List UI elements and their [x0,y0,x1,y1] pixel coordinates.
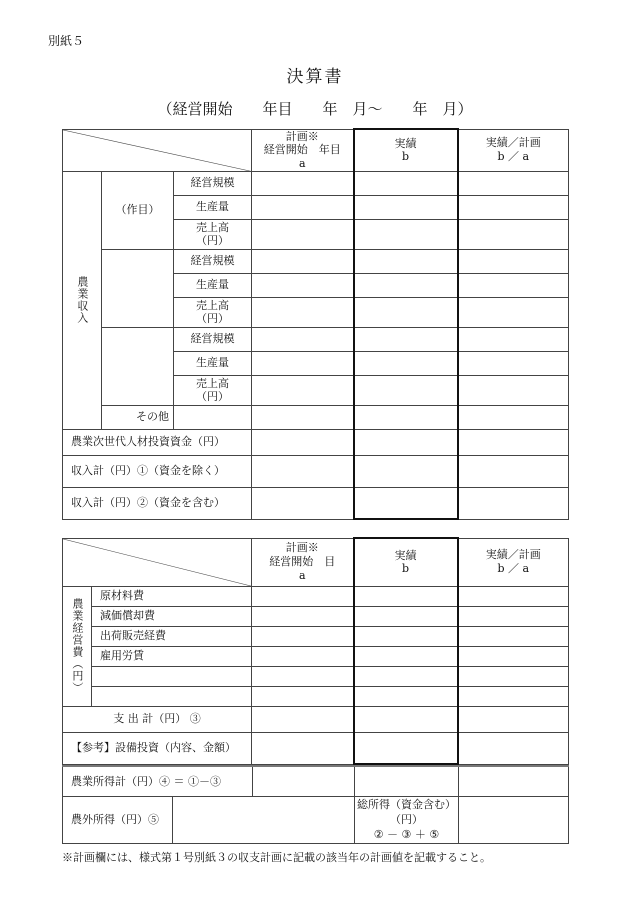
input-cell[interactable] [354,195,458,219]
item-production: 生産量 [174,273,252,297]
capex-label: 【参考】設備投資（内容、金額） [63,732,252,764]
expense-item-blank[interactable] [92,686,252,706]
input-cell[interactable] [458,297,569,327]
income-table [62,128,569,520]
input-cell[interactable] [252,171,354,195]
input-cell[interactable] [354,606,458,626]
item-scale: 経営規模 [174,327,252,351]
summary-table [62,765,569,844]
input-cell[interactable] [458,586,569,606]
header-diagonal-cell [63,538,252,586]
input-cell[interactable] [252,487,354,519]
input-cell[interactable] [458,219,569,249]
input-cell[interactable] [252,351,354,375]
ratio-header: 実績／計画 b ／ a [458,538,569,586]
input-cell[interactable] [354,429,458,455]
income-total-incl-label: 収入計（円）②（資金を含む） [63,487,252,519]
input-cell[interactable] [252,626,354,646]
input-cell[interactable] [252,586,354,606]
income-group-label: 農業収入 [63,171,102,429]
header-diagonal-cell [63,129,252,171]
item-sales: 売上高 （円） [174,297,252,327]
input-cell[interactable] [458,273,569,297]
item-production: 生産量 [174,195,252,219]
input-cell[interactable] [458,249,569,273]
input-cell[interactable] [252,273,354,297]
input-cell[interactable] [354,586,458,606]
input-cell[interactable] [252,686,354,706]
item-scale: 経営規模 [174,171,252,195]
input-cell[interactable] [354,732,458,764]
input-cell[interactable] [354,297,458,327]
input-cell[interactable] [253,766,355,796]
crop-label-blank[interactable] [102,327,174,405]
input-cell[interactable] [354,626,458,646]
input-cell[interactable] [354,273,458,297]
input-cell[interactable] [354,327,458,351]
input-cell[interactable] [252,249,354,273]
actual-header: 実績 b [354,129,458,171]
input-cell[interactable] [252,646,354,666]
input-cell[interactable] [354,706,458,732]
input-cell[interactable] [354,249,458,273]
input-cell[interactable] [354,646,458,666]
item-sales: 売上高 （円） [174,375,252,405]
input-cell[interactable] [354,171,458,195]
item-sales: 売上高 （円） [174,219,252,249]
input-cell[interactable] [458,195,569,219]
input-cell[interactable] [354,375,458,405]
expense-item-blank[interactable] [92,666,252,686]
input-cell[interactable] [458,487,569,519]
input-cell[interactable] [354,351,458,375]
document-title: 決算書 [286,67,344,87]
input-cell[interactable] [458,327,569,351]
total-income-label: 総所得（資金含む）（円） ② － ③ ＋ ⑤ [355,796,459,843]
input-cell[interactable] [252,666,354,686]
actual-header: 実績 b [354,538,458,586]
input-cell[interactable] [458,646,569,666]
input-cell[interactable] [252,327,354,351]
input-cell[interactable] [458,375,569,405]
input-cell[interactable] [458,732,569,764]
input-cell[interactable] [458,351,569,375]
ratio-header: 実績／計画 b ／ a [458,129,569,171]
input-cell[interactable] [458,666,569,686]
input-cell[interactable] [458,455,569,487]
input-cell[interactable] [252,732,354,764]
expense-item: 出荷販売経費 [92,626,252,646]
crop-label-blank[interactable] [102,249,174,327]
other-income-label: 農外所得（円）⑤ [63,796,173,843]
expense-total-label: 支 出 計（円） ③ [63,706,252,732]
expense-item: 減価償却費 [92,606,252,626]
income-total-excl-label: 収入計（円）①（資金を除く） [63,455,252,487]
input-cell[interactable] [458,429,569,455]
input-cell[interactable] [354,455,458,487]
plan-header: 計画※ 経営開始 目 a [252,538,354,586]
expense-item: 原材料費 [92,586,252,606]
input-cell[interactable] [354,219,458,249]
subsidy-label: 農業次世代人材投資資金（円） [63,429,252,455]
expense-item: 雇用労賃 [92,646,252,666]
input-cell[interactable] [458,686,569,706]
farm-income-label: 農業所得計（円）④ ＝ ①－③ [63,766,253,796]
input-cell[interactable] [355,766,459,796]
form-number: 別紙５ [48,34,85,48]
input-cell[interactable] [252,606,354,626]
input-cell[interactable] [252,297,354,327]
input-cell[interactable] [252,219,354,249]
input-cell[interactable] [458,606,569,626]
input-cell[interactable] [354,487,458,519]
input-cell[interactable] [458,171,569,195]
item-scale: 経営規模 [174,249,252,273]
other-label: その他 [102,405,174,429]
input-cell[interactable] [252,405,354,429]
plan-header: 計画※ 経営開始 年目 a [252,129,354,171]
input-cell[interactable] [459,796,569,843]
input-cell[interactable] [173,796,355,843]
expense-table [62,537,569,765]
item-production: 生産量 [174,351,252,375]
input-cell[interactable] [459,766,569,796]
input-cell[interactable] [252,429,354,455]
input-cell[interactable] [252,375,354,405]
input-cell[interactable] [458,626,569,646]
input-cell[interactable] [458,706,569,732]
expense-group-label: 農業経営費（円） [63,586,92,706]
crop-label: （作目） [102,171,174,249]
footnote: ※計画欄には、様式第１号別紙３の収支計画に記載の該当年の計画値を記載すること。 [62,851,491,864]
input-cell[interactable] [252,706,354,732]
period-line: （経営開始 年目 年 月～ 年 月） [157,100,473,118]
input-cell[interactable] [174,405,252,429]
input-cell[interactable] [252,195,354,219]
input-cell[interactable] [354,686,458,706]
input-cell[interactable] [458,405,569,429]
input-cell[interactable] [252,455,354,487]
input-cell[interactable] [354,405,458,429]
input-cell[interactable] [354,666,458,686]
